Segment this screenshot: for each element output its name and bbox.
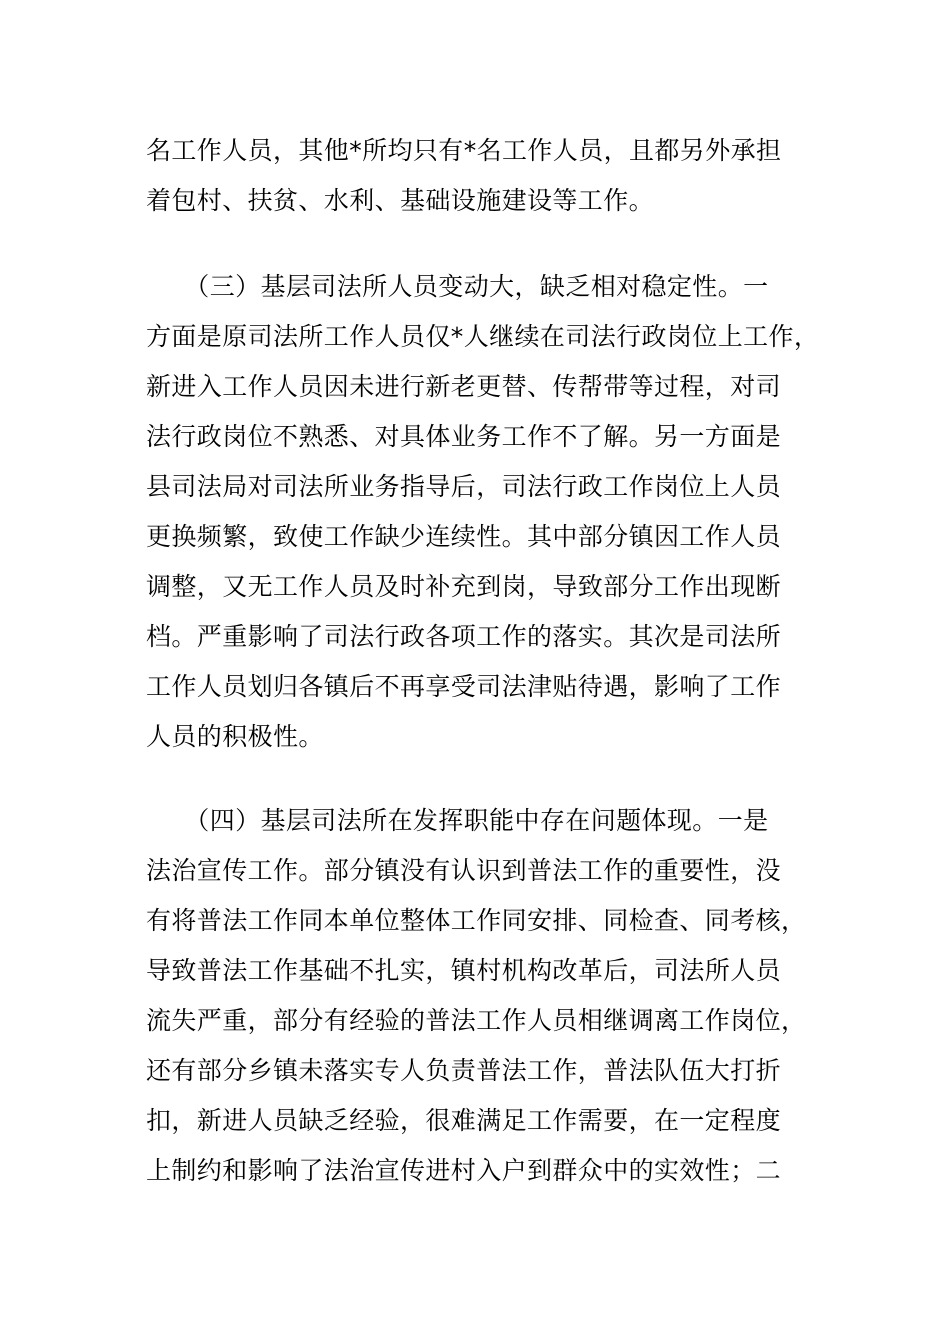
- text-line: 新进入工作人员因未进行新老更替、传帮带等过程，对司: [146, 372, 782, 401]
- text-line: 导致普法工作基础不扎实，镇村机构改革后，司法所人员: [146, 956, 782, 985]
- text-line: （四）基层司法所在发挥职能中存在问题体现。一是: [146, 806, 769, 835]
- text-line: 着包村、扶贫、水利、基础设施建设等工作。: [146, 186, 655, 215]
- text-line: 法行政岗位不熟悉、对具体业务工作不了解。另一方面是: [146, 422, 782, 451]
- text-line: 更换频繁，致使工作缺少连续性。其中部分镇因工作人员: [146, 522, 782, 551]
- paragraph-section-four: [146, 796, 846, 1196]
- paragraph-continued-staffing: [146, 126, 846, 226]
- text-line: 还有部分乡镇未落实专人负责普法工作，普法队伍大打折: [146, 1056, 782, 1085]
- text-line: 档。严重影响了司法行政各项工作的落实。其次是司法所: [146, 622, 782, 651]
- text-line: 工作人员划归各镇后不再享受司法津贴待遇，影响了工作: [146, 672, 782, 701]
- text-line: （三）基层司法所人员变动大，缺乏相对稳定性。一: [146, 272, 769, 301]
- text-line: 方面是原司法所工作人员仅*人继续在司法行政岗位上工作，: [146, 322, 820, 351]
- text-line: 扣，新进人员缺乏经验，很难满足工作需要，在一定程度: [146, 1106, 782, 1135]
- text-line: 调整，又无工作人员及时补充到岗，导致部分工作出现断: [146, 572, 782, 601]
- text-line: 流失严重，部分有经验的普法工作人员相继调离工作岗位，: [146, 1006, 807, 1035]
- text-line: 上制约和影响了法治宣传进村入户到群众中的实效性；二: [146, 1156, 782, 1185]
- text-line: 法治宣传工作。部分镇没有认识到普法工作的重要性，没: [146, 856, 782, 885]
- text-line: 名工作人员，其他*所均只有*名工作人员，且都另外承担: [146, 136, 782, 165]
- text-line: 人员的积极性。: [146, 722, 324, 751]
- text-line: 有将普法工作同本单位整体工作同安排、同检查、同考核，: [146, 906, 807, 935]
- text-line: 县司法局对司法所业务指导后，司法行政工作岗位上人员: [146, 472, 782, 501]
- paragraph-section-three: [146, 262, 846, 762]
